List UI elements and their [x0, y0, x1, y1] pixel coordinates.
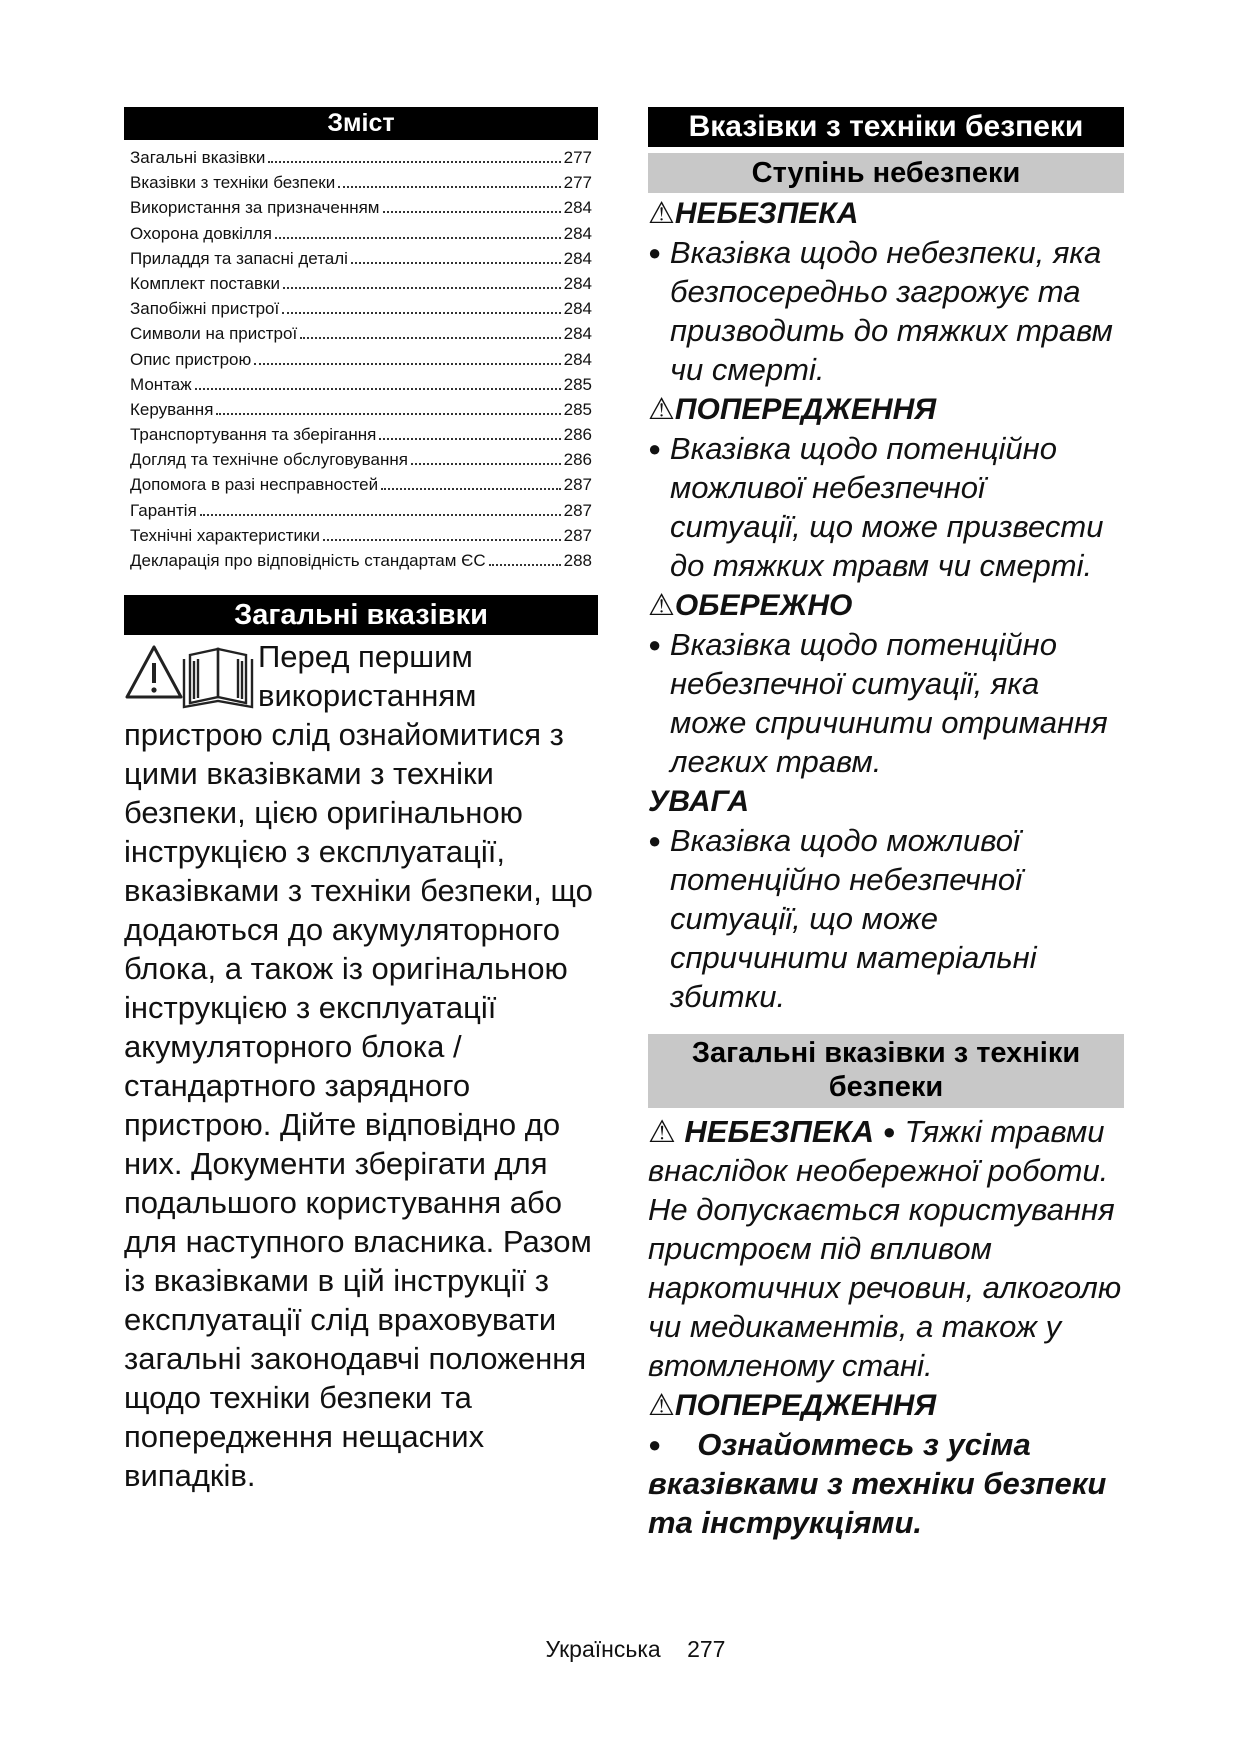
toc-item-label: Технічні характеристики — [130, 525, 320, 545]
toc-leader-dots — [300, 336, 560, 339]
safety-title: Вказівки з техніки безпеки — [648, 107, 1124, 147]
toc-item-page: 284 — [563, 324, 592, 344]
toc-item-label: Загальні вказівки — [130, 148, 266, 167]
bullet-icon: ● — [648, 1432, 662, 1457]
toc-item-page: 286 — [563, 425, 592, 445]
toc-item[interactable] — [130, 548, 592, 573]
intro-first-lines: Перед першим використанням — [258, 639, 477, 714]
table-of-contents — [130, 145, 592, 573]
toc-item-page: 288 — [563, 551, 592, 570]
footer-language: Українська — [545, 1636, 661, 1662]
general-notes-title: Загальні вказівки — [124, 595, 598, 635]
signal-word: ОБЕРЕЖНО — [674, 589, 853, 622]
toc-item[interactable] — [130, 472, 592, 497]
warning-triangle-icon: ⚠ — [648, 197, 675, 230]
toc-item-page: 277 — [563, 148, 592, 167]
footer-page-number: 277 — [687, 1636, 726, 1662]
toc-leader-dots — [381, 487, 561, 490]
warning-triangle-icon: ⚠ — [648, 1389, 675, 1422]
hazard-text: Вказівка щодо потенційно небезпечної ситуації, яка може спричинити отримання легких травм. — [669, 627, 1108, 779]
toc-item[interactable] — [130, 221, 592, 246]
toc-item-page: 284 — [563, 299, 592, 319]
toc-item[interactable] — [130, 347, 592, 372]
toc-item-page: 285 — [563, 374, 592, 394]
toc-item-label: Вказівки з техніки безпеки — [130, 173, 336, 193]
toc-item[interactable] — [130, 523, 592, 548]
bullet-icon: ● — [648, 436, 662, 461]
page-footer — [0, 1636, 1241, 1663]
warning-triangle-icon: ⚠ — [648, 589, 675, 622]
toc-leader-dots — [323, 538, 561, 541]
general-safety-title: Загальні вказівки з техніки безпеки — [648, 1034, 1124, 1108]
toc-title: Зміст — [124, 107, 598, 140]
toc-item[interactable] — [130, 145, 592, 170]
signal-word: ПОПЕРЕДЖЕННЯ — [674, 1389, 937, 1422]
toc-leader-dots — [283, 286, 561, 289]
toc-item-label: Керування — [130, 399, 214, 419]
toc-item-page: 286 — [563, 450, 592, 470]
warning-triangle-icon: ⚠ — [648, 393, 675, 426]
toc-item-label: Запобіжні пристрої — [130, 299, 280, 319]
toc-item-page: 284 — [563, 248, 592, 268]
toc-item-label: Використання за призначенням — [130, 198, 380, 218]
toc-item-label: Догляд та технічне обслуговування — [130, 450, 408, 470]
danger-text: Тяжкі травми внаслідок необережної роботи. Не допускається користування пристроєм під впливом наркотичних речовин, алкоголю чи медикаментів, а також у втомленому стані. — [648, 1114, 1122, 1383]
toc-item[interactable] — [130, 498, 592, 523]
toc-item-label: Транспортування та зберігання — [130, 425, 377, 445]
warning-and-manual-icon — [124, 641, 254, 711]
toc-item-page: 284 — [563, 273, 592, 293]
toc-item-label: Допомога в разі несправностей — [130, 475, 379, 495]
warning-triangle-icon — [127, 647, 181, 697]
signal-word: ПОПЕРЕДЖЕННЯ — [674, 393, 937, 426]
toc-item[interactable] — [130, 271, 592, 296]
toc-item-page: 284 — [563, 349, 592, 369]
hazard-text: Вказівка щодо небезпеки, яка безпосередньо загрожує та призводить до тяжких травм чи смерті. — [669, 235, 1113, 387]
general-safety-danger — [648, 1112, 1124, 1385]
left-column — [124, 107, 598, 1495]
hazard-level-warning — [648, 391, 1124, 585]
toc-item-label: Символи на пристрої — [130, 324, 298, 344]
toc-item[interactable] — [130, 195, 592, 220]
toc-item[interactable] — [130, 372, 592, 397]
toc-item[interactable] — [130, 447, 592, 472]
intro-body: пристрою слід ознайомитися з цими вказівками з техніки безпеки, цією оригінальною інструкцією з експлуатації, вказівками з техніки безпеки, що додаються до акумуляторного блока, а також із оригінальною інструкцією з експлуатації акумуляторного блока / стандартного зарядного пристрою. Дійте відповідно до них. Документи зберігати для подальшого користування або для наступного власника. Разом із вказівками в цій інструкції з експлуатації слід враховувати загальні законодавчі положення щодо техніки безпеки та попередження нещасних випадків. — [124, 717, 593, 1494]
toc-item[interactable] — [130, 422, 592, 447]
toc-item-label: Охорона довкілля — [130, 223, 272, 243]
toc-item-page: 284 — [563, 198, 592, 218]
toc-item-page: 287 — [563, 525, 592, 545]
signal-word: НЕБЕЗПЕКА — [684, 1114, 875, 1149]
toc-leader-dots — [254, 362, 560, 365]
toc-item[interactable] — [130, 397, 592, 422]
toc-item-label: Опис пристрою — [130, 349, 252, 369]
toc-leader-dots — [351, 261, 561, 264]
toc-item-page: 287 — [563, 475, 592, 495]
hazard-level-notice — [648, 783, 1124, 1016]
hazard-text: Вказівка щодо потенційно можливої небезпечної ситуації, що може призвести до тяжких травм чи смерті. — [669, 431, 1104, 583]
toc-leader-dots — [411, 462, 561, 465]
toc-leader-dots — [268, 160, 560, 163]
hazard-levels-title: Ступінь небезпеки — [648, 153, 1124, 193]
general-notes-text — [124, 637, 598, 1495]
toc-item[interactable] — [130, 296, 592, 321]
manual-book-icon — [184, 649, 252, 707]
toc-leader-dots — [379, 437, 560, 440]
toc-item[interactable] — [130, 170, 592, 195]
toc-item[interactable] — [130, 321, 592, 346]
warning-triangle-icon: ⚠ — [648, 1114, 676, 1149]
hazard-text: Вказівка щодо можливої потенційно небезпечної ситуації, що може спричинити матеріальні збитки. — [669, 823, 1037, 1014]
bullet-icon: ● — [648, 632, 662, 657]
bullet-icon: ● — [648, 828, 662, 853]
toc-item-page: 277 — [563, 173, 592, 193]
toc-item-page: 284 — [563, 223, 592, 243]
toc-leader-dots — [195, 387, 561, 390]
toc-item[interactable] — [130, 246, 592, 271]
general-safety-warning — [648, 1387, 1124, 1542]
warning-text: Ознайомтесь з усіма вказівками з техніки безпеки та інструкціями. — [648, 1427, 1107, 1540]
right-column — [648, 107, 1124, 1542]
signal-word: НЕБЕЗПЕКА — [674, 197, 859, 230]
bullet-icon: ● — [648, 240, 662, 265]
toc-leader-dots — [216, 412, 560, 415]
toc-item-label: Монтаж — [130, 374, 192, 394]
toc-leader-dots — [282, 311, 560, 314]
toc-leader-dots — [489, 563, 561, 566]
toc-item-page: 287 — [563, 500, 592, 520]
toc-item-label: Приладдя та запасні деталі — [130, 248, 348, 268]
toc-leader-dots — [383, 210, 561, 213]
signal-word: УВАГА — [648, 785, 750, 818]
toc-leader-dots — [338, 185, 560, 188]
toc-leader-dots — [200, 513, 561, 516]
bullet-icon: ● — [882, 1119, 896, 1144]
hazard-level-danger — [648, 195, 1124, 389]
toc-item-label: Декларація про відповідність стандартам ЄС — [130, 551, 486, 570]
hazard-level-caution — [648, 587, 1124, 781]
toc-leader-dots — [275, 236, 561, 239]
toc-item-page: 285 — [563, 399, 592, 419]
toc-item-label: Гарантія — [130, 500, 197, 520]
toc-item-label: Комплект поставки — [130, 273, 280, 293]
